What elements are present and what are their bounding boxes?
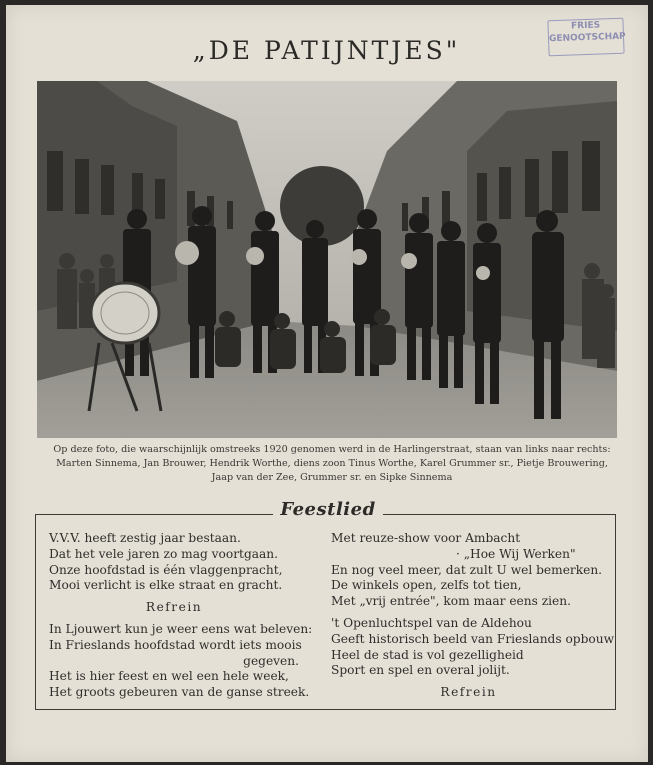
- page-title: „DE PATIJNTJES": [192, 36, 461, 65]
- poem-line: Met reuze-show voor Ambacht: [331, 531, 521, 545]
- poem-line: Heel de stad is vol gezelligheid: [331, 647, 524, 662]
- poem-line: En nog veel meer, dat zult U wel bemerken.: [331, 562, 603, 577]
- refrain-label: Refrein: [145, 600, 203, 615]
- poem-line: Dat het vele jaren zo mag voortgaan.: [49, 546, 279, 561]
- photo-illustration: [37, 81, 617, 438]
- poem-line: In Frieslands hoofdstad wordt iets moois: [49, 637, 302, 652]
- poem-column-right: [331, 531, 615, 701]
- stamp-line-1: FRIES: [570, 20, 601, 32]
- band-photograph: [37, 81, 617, 438]
- poem-line: Het is hier feest en wel een hele week,: [49, 669, 289, 684]
- poem-line: Mooi verlicht is elke straat en gracht.: [49, 578, 283, 593]
- poem-line: Het groots gebeuren van de ganse streek.: [49, 685, 310, 700]
- poem-line: De winkels open, zelfs tot tien,: [331, 578, 522, 593]
- poem-line: gegeven.: [243, 653, 299, 668]
- photo-caption: Op deze foto, die waarschijnlijk omstreeks 1920 genomen werd in de Harlingerstraat, staan van links naar rechts: Marten Sinnema, Jan Brouwer, Hendrik Worthe, diens zoon Tinus Worthe, Karel Grummer sr., Pietje Brouwering, Jaap van der Zee, Grummer sr. en Sipke Sinnema: [53, 444, 611, 483]
- poem-line: V.V.V. heeft zestig jaar bestaan.: [49, 531, 241, 545]
- poem-line: Geeft historisch beeld van Frieslands opbouw: [331, 631, 615, 646]
- poem-line: In Ljouwert kun je weer eens wat beleven:: [49, 621, 313, 636]
- refrain-label: Refrein: [440, 685, 497, 700]
- poem-line: · „Hoe Wij Werken": [456, 546, 576, 561]
- poem-column-left: [49, 531, 313, 701]
- poem-title: Feestlied: [273, 499, 383, 520]
- stamp-line-2: GENOOTSCHAP: [548, 31, 626, 45]
- poem-line: Met „vrij entrée", kom maar eens zien.: [331, 594, 571, 609]
- poem-line: Sport en spel en overal jolijt.: [331, 663, 510, 678]
- poem-line: Onze hoofdstad is één vlaggenpracht,: [49, 562, 283, 577]
- poem-line: 't Openluchtspel van de Aldehou: [331, 615, 532, 630]
